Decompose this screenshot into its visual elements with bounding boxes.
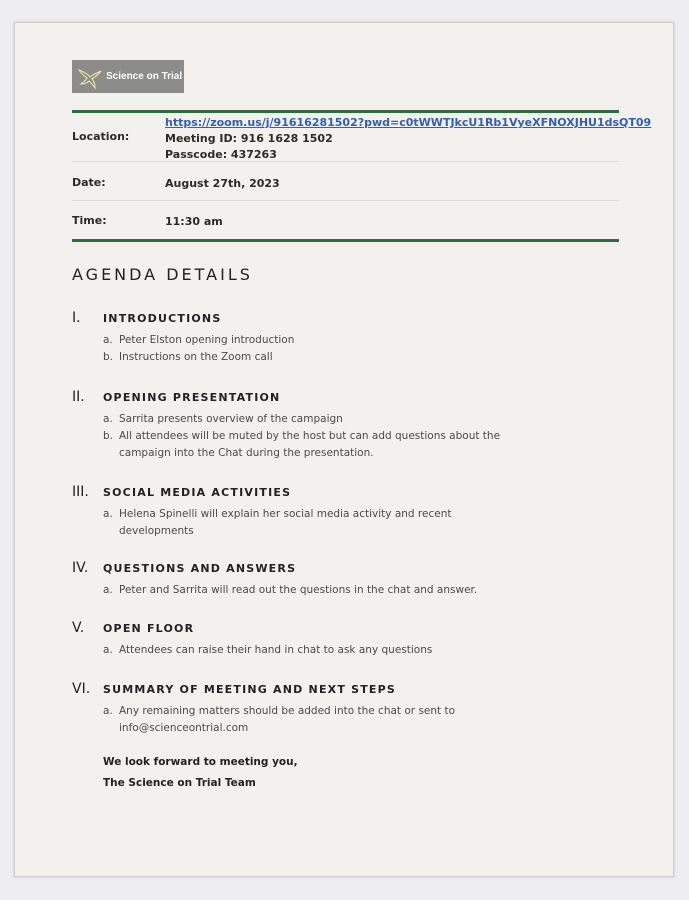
closing-signature: The Science on Trial Team bbox=[103, 777, 256, 789]
meeting-id: Meeting ID: 916 1628 1502 bbox=[165, 132, 333, 145]
section-items bbox=[103, 703, 523, 737]
section-items bbox=[103, 642, 523, 659]
item-marker: b. bbox=[103, 351, 114, 363]
logo-text: Science on Trial bbox=[106, 71, 183, 82]
closing-line: We look forward to meeting you, bbox=[103, 756, 298, 768]
item-text: All attendees will be muted by the host but can add questions about the bbox=[119, 430, 501, 442]
item-marker: a. bbox=[103, 644, 113, 656]
item-marker: a. bbox=[103, 584, 113, 596]
item-text: Instructions on the Zoom call bbox=[119, 351, 273, 363]
date-value: August 27th, 2023 bbox=[165, 177, 280, 190]
section-number: VI. bbox=[72, 681, 91, 697]
hummingbird-icon bbox=[76, 64, 104, 90]
date-row bbox=[72, 162, 619, 201]
location-row bbox=[72, 115, 652, 162]
location-value bbox=[165, 115, 651, 163]
item-marker: a. bbox=[103, 508, 113, 520]
location-label: Location: bbox=[72, 130, 130, 143]
section-number: IV. bbox=[72, 560, 89, 576]
item-text-continued: developments bbox=[119, 525, 194, 537]
date-label: Date: bbox=[72, 176, 106, 189]
section-items bbox=[103, 582, 523, 599]
item-text: Attendees can raise their hand in chat to ask any questions bbox=[119, 644, 433, 656]
document-page bbox=[14, 22, 674, 877]
section-items bbox=[103, 332, 523, 366]
section-heading: OPENING PRESENTATION bbox=[103, 391, 281, 404]
passcode: Passcode: 437263 bbox=[165, 148, 277, 161]
section-items bbox=[103, 506, 523, 540]
list-item bbox=[103, 332, 523, 349]
list-item bbox=[103, 642, 523, 659]
list-item bbox=[103, 703, 523, 737]
section-heading: OPEN FLOOR bbox=[103, 622, 195, 635]
item-marker: a. bbox=[103, 705, 113, 717]
item-text: Any remaining matters should be added into the chat or sent to bbox=[119, 705, 456, 717]
time-value: 11:30 am bbox=[165, 215, 223, 228]
time-row bbox=[72, 201, 619, 239]
header-rule-bottom bbox=[72, 239, 619, 242]
section-heading: SOCIAL MEDIA ACTIVITIES bbox=[103, 486, 292, 499]
item-text-continued: campaign into the Chat during the presentation. bbox=[119, 447, 374, 459]
section-heading: QUESTIONS AND ANSWERS bbox=[103, 562, 297, 575]
section-heading: INTRODUCTIONS bbox=[103, 312, 222, 325]
list-item bbox=[103, 349, 523, 366]
section-heading: SUMMARY OF MEETING AND NEXT STEPS bbox=[103, 683, 396, 696]
science-on-trial-logo bbox=[72, 60, 184, 93]
item-text: Sarrita presents overview of the campaign bbox=[119, 413, 343, 425]
time-label: Time: bbox=[72, 214, 107, 227]
list-item bbox=[103, 411, 523, 428]
item-marker: a. bbox=[103, 334, 113, 346]
item-marker: b. bbox=[103, 430, 114, 442]
header-rule-top bbox=[72, 110, 619, 113]
item-text: Peter Elston opening introduction bbox=[119, 334, 295, 346]
item-text-continued: info@scienceontrial.com bbox=[119, 722, 249, 734]
section-number: I. bbox=[72, 310, 81, 326]
zoom-link[interactable]: https://zoom.us/j/91616281502?pwd=c0tWWTJkcU1Rb1VyeXFNOXJHU1dsQT09 bbox=[165, 116, 652, 129]
list-item bbox=[103, 506, 523, 540]
item-marker: a. bbox=[103, 413, 113, 425]
section-number: II. bbox=[72, 389, 85, 405]
item-text: Helena Spinelli will explain her social media activity and recent bbox=[119, 508, 452, 520]
agenda-title: AGENDA DETAILS bbox=[72, 265, 253, 284]
section-number: V. bbox=[72, 620, 85, 636]
section-number: III. bbox=[72, 484, 89, 500]
section-items bbox=[103, 411, 523, 462]
item-text: Peter and Sarrita will read out the questions in the chat and answer. bbox=[119, 584, 478, 596]
list-item bbox=[103, 428, 523, 462]
list-item bbox=[103, 582, 523, 599]
